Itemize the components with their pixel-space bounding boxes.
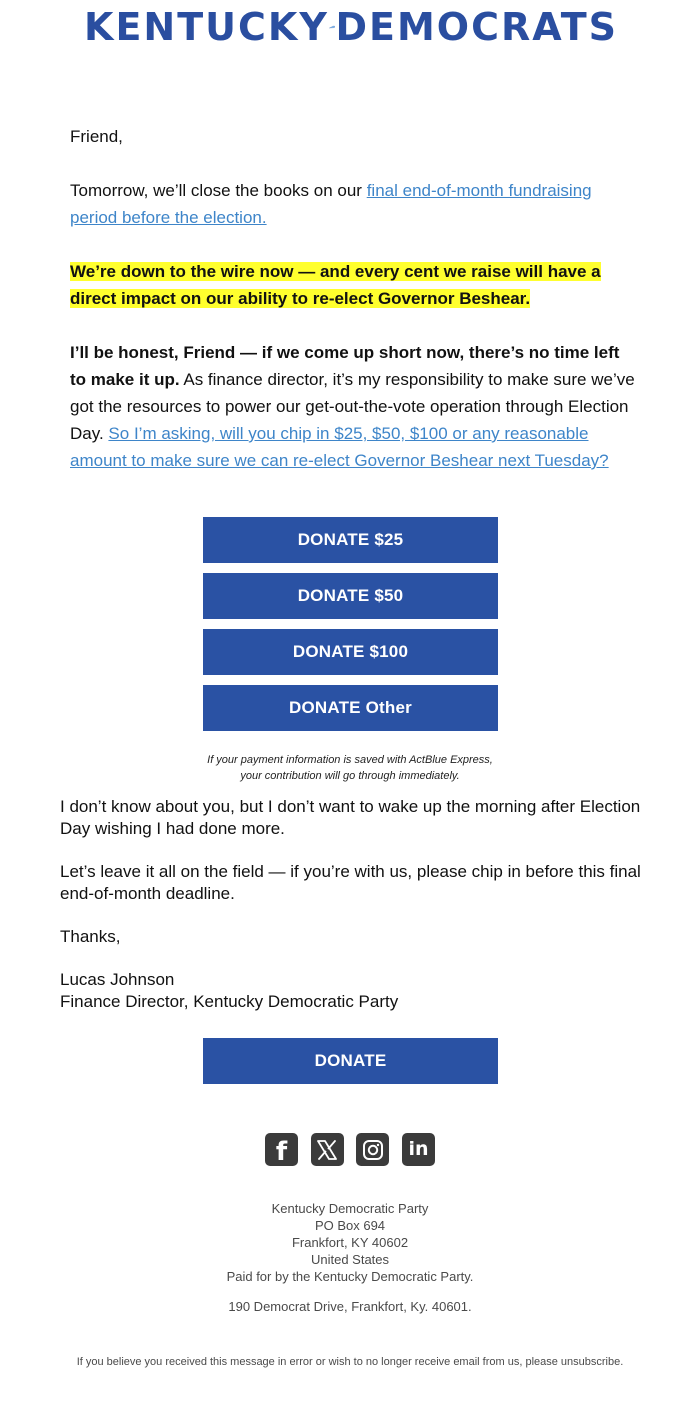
footer-po-box: PO Box 694 <box>314 1218 386 1233</box>
footer-paid-for: Paid for by the Kentucky Democratic Party. <box>226 1269 474 1284</box>
closing-thanks: Thanks, <box>60 927 121 946</box>
signature <box>60 969 650 1013</box>
paragraph-highlight <box>70 258 640 312</box>
bold-appeal-text: I’ll be honest, Friend — if we come up short now, there’s no time left to make it up. <box>70 343 620 389</box>
signature-name: Lucas Johnson <box>60 970 175 989</box>
actblue-note-line: If your payment information is saved with ActBlue Express, <box>207 754 493 766</box>
chip-in-link[interactable]: So I’m asking, will you chip in $25, $50, $100 or any reasonable amount to make sure we can re-elect Governor Beshear next Tuesday? <box>70 424 609 470</box>
footer-country: United States <box>310 1252 390 1267</box>
paragraph-text: Tomorrow, we’ll close the books on our <box>70 181 367 200</box>
unsubscribe-link[interactable]: unsubscribe. <box>560 1356 624 1368</box>
footer-org: Kentucky Democratic Party <box>271 1201 429 1216</box>
donate-100-button[interactable]: DONATE $100 <box>203 629 498 675</box>
closing-paragraph-2: Let’s leave it all on the field — if you’re with us, please chip in before this final end-of-month deadline. <box>60 862 641 903</box>
donate-other-button[interactable]: DONATE Other <box>203 685 498 731</box>
highlighted-text: We’re down to the wire now — and every cent we raise will have a direct impact on our ability to re-elect Governor Beshear. <box>70 262 601 308</box>
instagram-icon[interactable] <box>356 1133 389 1166</box>
donate-25-button[interactable]: DONATE $25 <box>203 517 498 563</box>
paragraph-books-close <box>70 177 640 231</box>
fundraising-period-link[interactable]: final end-of-month fundraising period before the election. <box>70 181 592 227</box>
actblue-note-line: your contribution will go through immediately. <box>240 770 460 782</box>
signature-title: Finance Director, Kentucky Democratic Party <box>60 992 399 1011</box>
linkedin-glyph: in <box>408 1138 429 1160</box>
facebook-glyph: f <box>275 1137 288 1167</box>
kentucky-democrats-logo[interactable] <box>84 4 618 50</box>
footer-address <box>150 1200 550 1285</box>
paragraph-text: As finance director, it’s my responsibility to make sure we’ve got the resources to power our get-out-the-vote operation through Election Day. <box>70 370 635 443</box>
closing-paragraph-1: I don’t know about you, but I don’t want to wake up the morning after Election Day wishing I had done more. <box>60 797 641 838</box>
unsubscribe-notice <box>70 1355 630 1370</box>
unsubscribe-text: If you believe you received this message in error or wish to no longer receive email from us, please <box>76 1356 561 1368</box>
greeting: Friend, <box>70 127 123 146</box>
footer-city: Frankfort, KY 40602 <box>291 1235 409 1250</box>
social-links <box>265 1133 435 1167</box>
x-logo-icon <box>316 1139 338 1161</box>
logo-word-democrats: DEMOCRATS <box>335 5 618 49</box>
logo-word-kentucky: KENTUCKY <box>84 5 329 49</box>
footer-address-2: 190 Democrat Drive, Frankfort, Ky. 40601. <box>228 1299 472 1314</box>
donate-50-button[interactable]: DONATE $50 <box>203 573 498 619</box>
linkedin-icon[interactable] <box>402 1133 435 1166</box>
facebook-icon[interactable] <box>265 1133 298 1166</box>
email-header <box>0 0 700 52</box>
donate-button[interactable]: DONATE <box>203 1038 498 1084</box>
instagram-glyph-icon <box>362 1139 384 1161</box>
actblue-note <box>150 752 550 784</box>
x-twitter-icon[interactable] <box>311 1133 344 1166</box>
kentucky-state-icon <box>329 10 336 44</box>
paragraph-appeal <box>70 339 640 474</box>
